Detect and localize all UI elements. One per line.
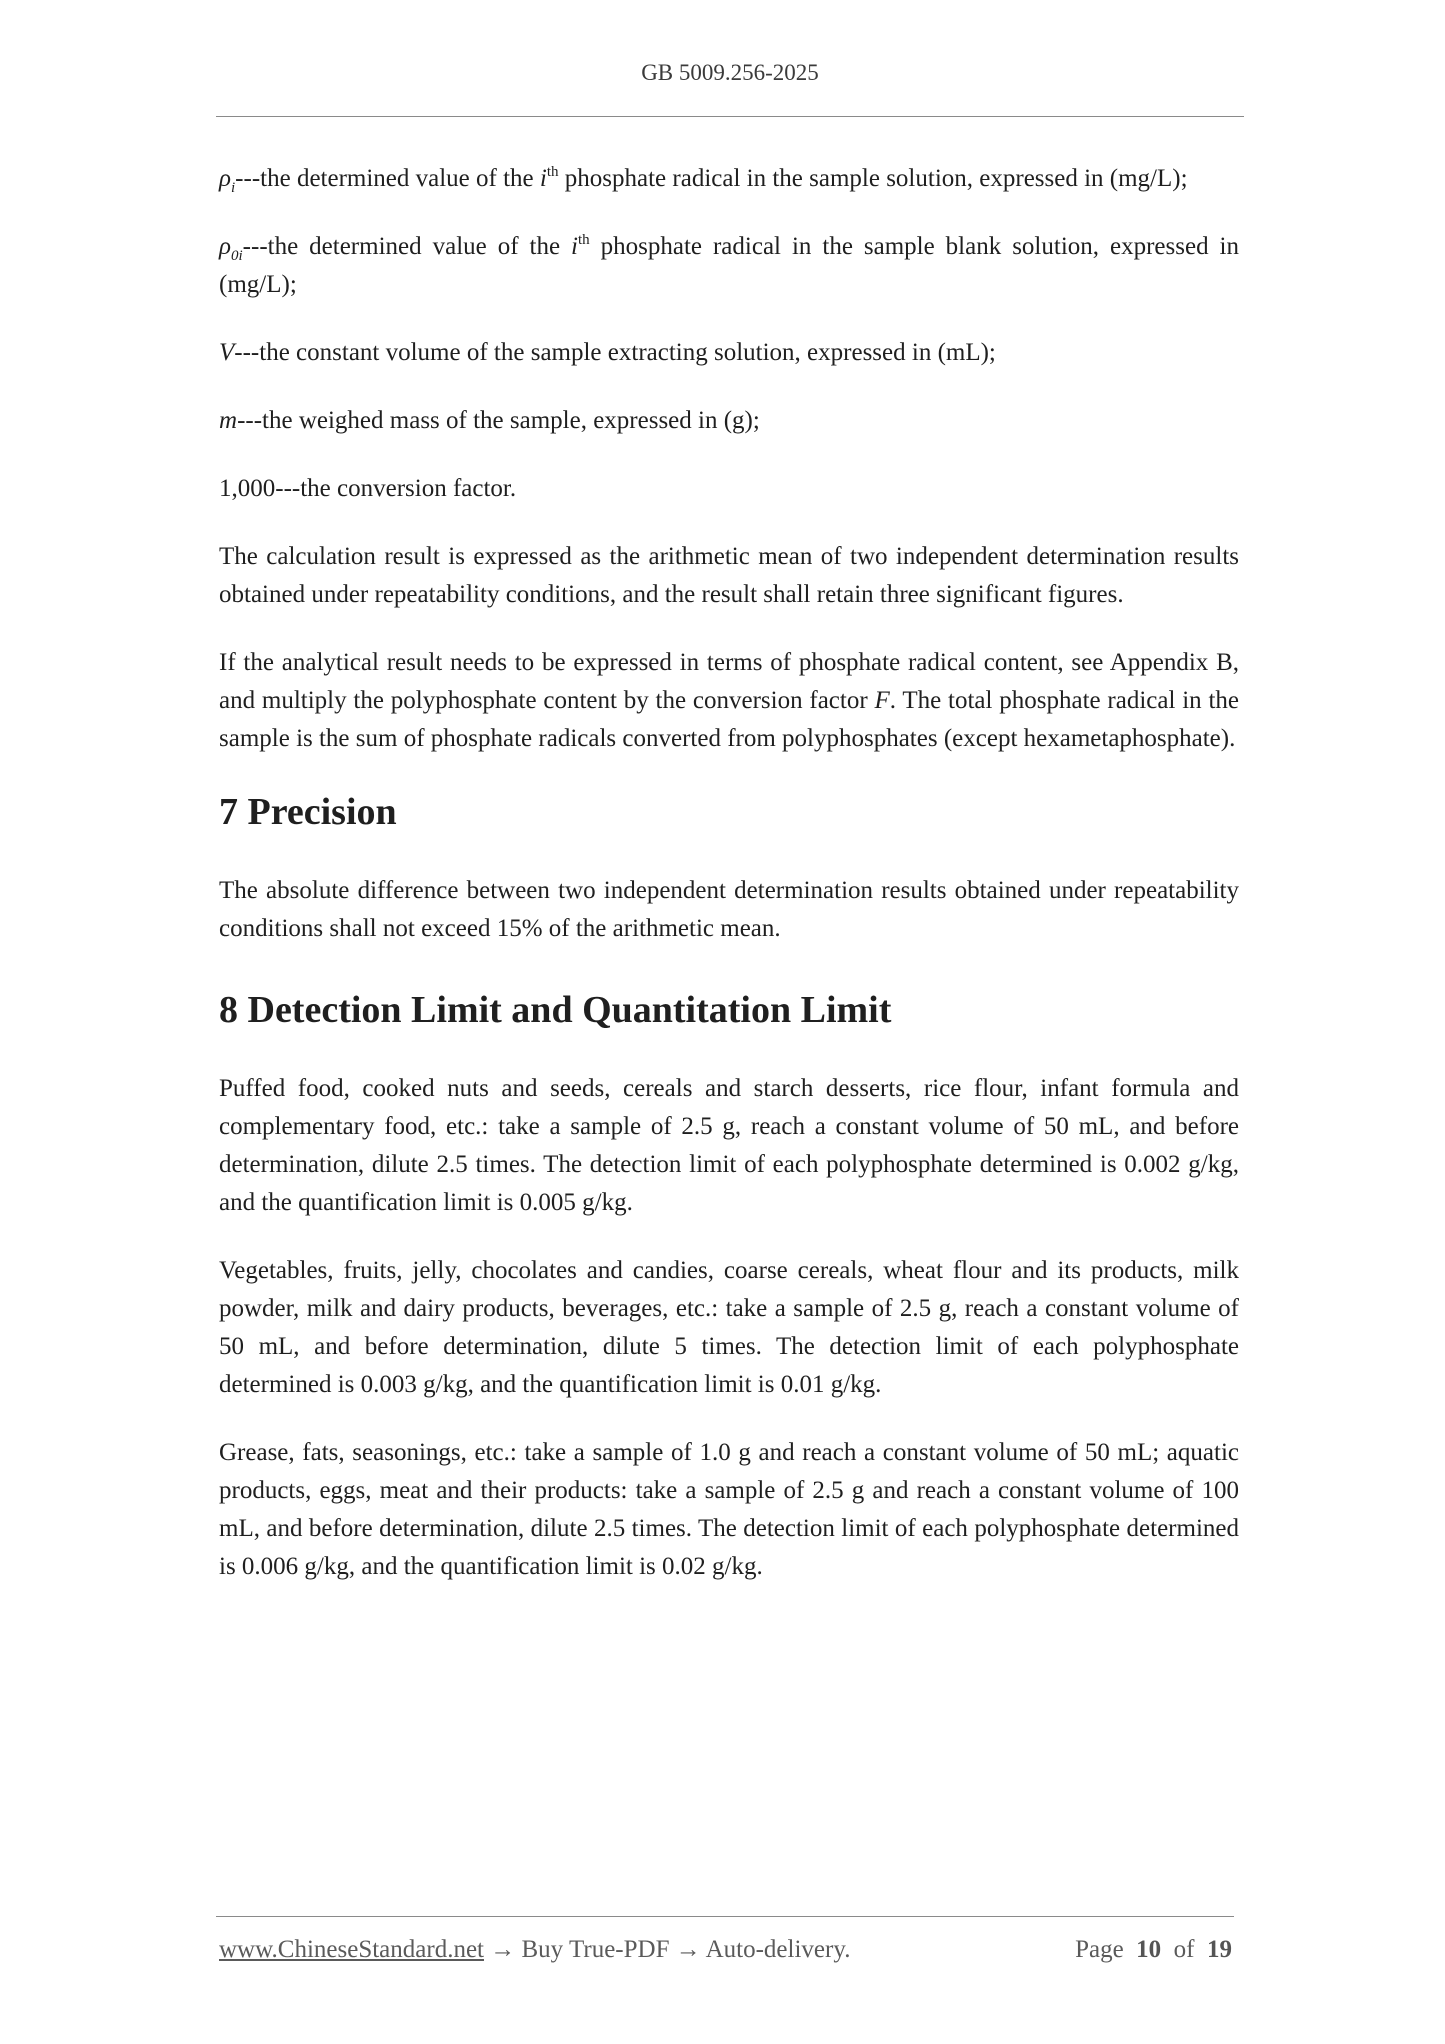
section-heading-precision: 7 Precision <box>219 791 397 833</box>
section-heading-detection-limit: 8 Detection Limit and Quantitation Limit <box>219 989 892 1031</box>
page-number: Page 10 of 19 <box>1075 1936 1232 1963</box>
paragraph-calculation-result: The calculation result is expressed as the arithmetic mean of two independent determination results obtained under repeatability conditions, and the result shall retain three significant figures. <box>219 543 1239 608</box>
definition-conversion-factor: 1,000---the conversion factor. <box>219 475 517 502</box>
arrow-icon: → <box>490 1936 516 1963</box>
definition-rho-i: $\rho_i--$-the determined value of the $i^{th}$ phosphate radical in the sample solution, expressed in (mg/L); <box>219 164 1188 196</box>
arrow-icon: → <box>675 1936 701 1963</box>
definition-v: V---the constant volume of the sample extracting solution, expressed in (mL); <box>219 339 996 366</box>
document-body <box>219 160 1239 1616</box>
paragraph-detection-2: Vegetables, fruits, jelly, chocolates and candies, coarse cereals, wheat flour and its products, milk powder, milk and dairy products, beverages, etc.: take a sample of 2.5 g, reach a constant volume of 50 mL, and before determination, dilute 5 times. The detection limit of each polyphosphate determined is 0.003 g/kg, and the quantification limit is 0.01 g/kg. <box>219 1257 1239 1398</box>
footer-promo: www.ChineseStandard.net → Buy True-PDF → Auto-delivery. <box>219 1936 851 1963</box>
paragraph-appendix-note: If the analytical result needs to be expressed in terms of phosphate radical content, see Appendix B, and multiply the polyphosphate content by the conversion factor F. The total phosphate radical in the sample is the sum of phosphate radicals converted from polyphosphates (except hexametaphosphate). <box>219 649 1239 752</box>
paragraph-detection-3: Grease, fats, seasonings, etc.: take a sample of 1.0 g and reach a constant volume of 50 mL; aquatic products, eggs, meat and their products: take a sample of 2.5 g and reach a constant volume of 100 mL, and before determination, dilute 2.5 times. The detection limit of each polyphosphate determined is 0.006 g/kg, and the quantification limit is 0.02 g/kg. <box>219 1439 1239 1580</box>
definition-rho-0i: $\rho_{0i}--$-the determined value of the $i^{th}$ phosphate radical in the sample blank solution, expressed in (mg/L); <box>219 232 1239 298</box>
header-divider <box>216 116 1244 117</box>
definition-m: m---the weighed mass of the sample, expressed in (g); <box>219 407 760 434</box>
footer-divider <box>216 1916 1234 1917</box>
website-link[interactable]: www.ChineseStandard.net <box>219 1936 484 1963</box>
paragraph-detection-1: Puffed food, cooked nuts and seeds, cereals and starch desserts, rice flour, infant formula and complementary food, etc.: take a sample of 2.5 g, reach a constant volume of 50 mL, and before determination, dilute 2.5 times. The detection limit of each polyphosphate determined is 0.002 g/kg, and the quantification limit is 0.005 g/kg. <box>219 1075 1239 1216</box>
paragraph-precision: The absolute difference between two independent determination results obtained under repeatability conditions shall not exceed 15% of the arithmetic mean. <box>219 877 1239 942</box>
document-header: GB 5009.256-2025 <box>641 60 819 85</box>
